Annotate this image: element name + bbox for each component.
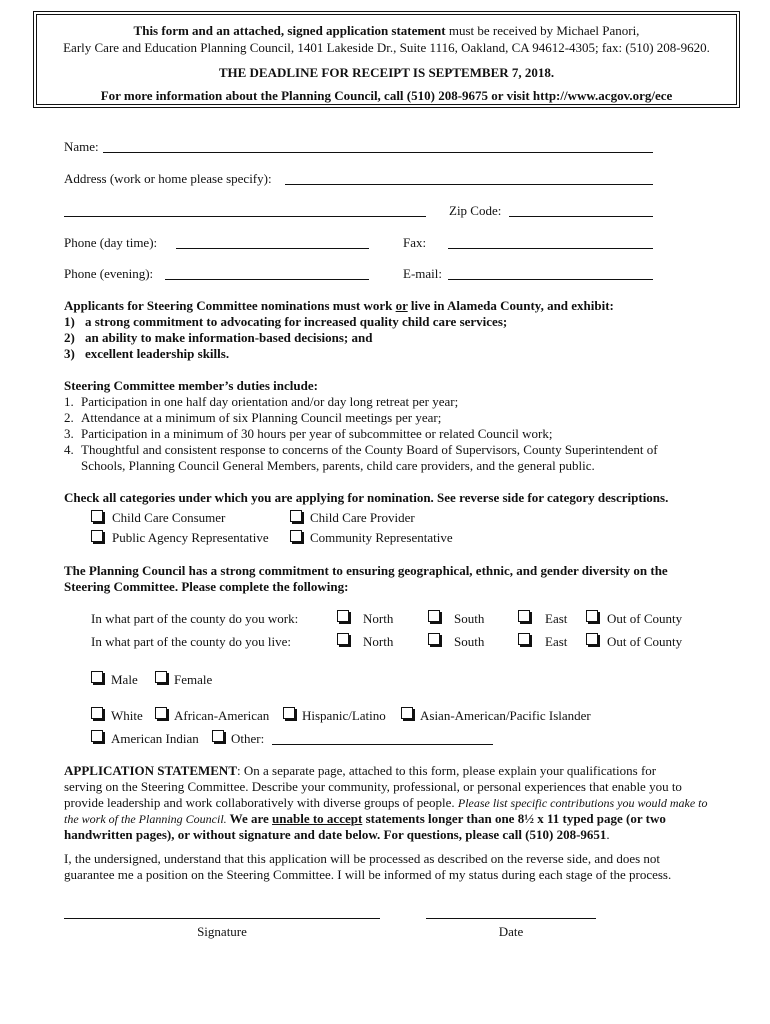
ethnicity-label: Hispanic/Latino [302, 708, 386, 723]
statement-line-4 [64, 811, 666, 827]
statement-text: : On a separate page, attached to this form, please explain your qualifications for [237, 763, 657, 778]
header-box [36, 14, 737, 105]
requirement-num: 3) [64, 346, 75, 361]
acknowledgement-line-2: guarantee me a position on the Steering Committee. I will be informed of my status during each stage of the process. [64, 867, 672, 882]
requirement-item [64, 330, 373, 346]
requirements-intro-b: live in Alameda County, and exhibit: [407, 298, 614, 313]
requirements-intro-or: or [395, 298, 408, 313]
checkbox-african-american[interactable] [155, 707, 167, 719]
info-line: For more information about the Planning Council, call (510) 208-9675 or visit http://www.acgov.org/ece [100, 88, 673, 103]
address-line-2-field[interactable] [64, 216, 426, 217]
region-label: Out of County [607, 611, 683, 626]
date-field[interactable] [426, 918, 596, 919]
ethnicity-label: Other: [231, 731, 265, 746]
date-label: Date [498, 924, 524, 939]
requirement-item [64, 314, 508, 330]
checkbox-other[interactable] [212, 730, 224, 742]
checkbox-work-north[interactable] [337, 610, 349, 622]
checkbox-live-out-of-county[interactable] [586, 633, 598, 645]
name-label: Name: [64, 139, 99, 154]
duty-text: Participation in a minimum of 30 hours per year of subcommittee or related Council work; [81, 426, 553, 441]
duty-text: Thoughtful and consistent response to concerns of the County Board of Supervisors, County Superintendent of [81, 442, 658, 457]
checkbox-child-care-provider[interactable] [290, 510, 302, 522]
duty-num: 4. [64, 442, 74, 457]
checkbox-live-north[interactable] [337, 633, 349, 645]
statement-bold: statements longer than one 8½ x 11 typed page (or two [362, 811, 666, 826]
category-label: Child Care Consumer [112, 510, 226, 525]
fax-field[interactable] [448, 248, 653, 249]
statement-label: APPLICATION STATEMENT [64, 763, 237, 778]
checkbox-community-representative[interactable] [290, 530, 302, 542]
requirements-intro-a: Applicants for Steering Committee nominations must work [64, 298, 396, 313]
statement-line-2: serving on the Steering Committee. Describe your community, professional, or personal experiences that enable you to [64, 779, 682, 794]
checkbox-live-south[interactable] [428, 633, 440, 645]
checkbox-live-east[interactable] [518, 633, 530, 645]
statement-line-1 [64, 763, 656, 779]
region-label: South [454, 611, 485, 626]
checkbox-work-south[interactable] [428, 610, 440, 622]
duties-heading: Steering Committee member’s duties include: [64, 378, 318, 393]
deadline-notice: THE DEADLINE FOR RECEIPT IS SEPTEMBER 7, 2018. [218, 65, 555, 80]
requirements-intro [64, 298, 614, 314]
checkbox-asian-american-pacific-islander[interactable] [401, 707, 413, 719]
phone-evening-field[interactable] [165, 279, 369, 280]
checkbox-white[interactable] [91, 707, 103, 719]
address-label: Address (work or home please specify): [64, 171, 272, 186]
gender-label: Male [111, 672, 138, 687]
duty-text: Participation in one half day orientation and/or day long retreat per year; [81, 394, 459, 409]
duty-num: 2. [64, 410, 74, 425]
name-field[interactable] [103, 152, 653, 153]
signature-label: Signature [197, 924, 247, 939]
statement-text: . [606, 827, 610, 842]
signature-field[interactable] [64, 918, 380, 919]
header-address: Early Care and Education Planning Council, 1401 Lakeside Dr., Suite 1116, Oakland, CA 94612-4305; fax: (510) 208-9620. [63, 40, 710, 55]
duty-num: 3. [64, 426, 74, 441]
duty-text: Attendance at a minimum of six Planning Council meetings per year; [81, 410, 442, 425]
duty-item [64, 394, 459, 410]
requirement-text: excellent leadership skills. [85, 346, 230, 361]
region-label: Out of County [607, 634, 683, 649]
phone-evening-label: Phone (evening): [64, 266, 154, 281]
duty-num: 1. [64, 394, 74, 409]
checkbox-child-care-consumer[interactable] [91, 510, 103, 522]
phone-day-label: Phone (day time): [64, 235, 158, 250]
statement-line-3 [64, 795, 708, 811]
phone-day-field[interactable] [176, 248, 369, 249]
ethnicity-label: American Indian [111, 731, 199, 746]
requirement-text: an ability to make information-based decisions; and [85, 330, 373, 345]
statement-italic: Please list specific contributions you would make to [457, 796, 708, 810]
zip-label: Zip Code: [449, 203, 502, 218]
checkbox-work-out-of-county[interactable] [586, 610, 598, 622]
checkbox-female[interactable] [155, 671, 167, 683]
checkbox-work-east[interactable] [518, 610, 530, 622]
ethnicity-label: White [111, 708, 143, 723]
ethnicity-label: African-American [174, 708, 270, 723]
checkbox-hispanic-latino[interactable] [283, 707, 295, 719]
checkbox-male[interactable] [91, 671, 103, 683]
requirement-num: 1) [64, 314, 75, 329]
duty-item [64, 410, 442, 426]
checkbox-public-agency-representative[interactable] [91, 530, 103, 542]
statement-line-5 [64, 827, 610, 843]
statement-bold-underline: unable to accept [272, 811, 363, 826]
header-line-1-rest: must be received by Michael Panori, [445, 23, 640, 38]
region-label: East [545, 611, 568, 626]
duty-item-4-continued: Schools, Planning Council General Members, parents, child care providers, and the general public. [81, 458, 595, 473]
diversity-line-1: The Planning Council has a strong commitment to ensuring geographical, ethnic, and gender diversity on the [64, 563, 668, 578]
work-region-question: In what part of the county do you work: [91, 611, 299, 626]
requirement-text: a strong commitment to advocating for increased quality child care services; [85, 314, 508, 329]
statement-italic: the work of the Planning Council. [64, 812, 227, 826]
requirement-num: 2) [64, 330, 75, 345]
header-line-1-bold: This form and an attached, signed application statement [133, 23, 446, 38]
live-region-question: In what part of the county do you live: [91, 634, 292, 649]
requirement-item [64, 346, 230, 362]
email-field[interactable] [448, 279, 653, 280]
region-label: East [545, 634, 568, 649]
statement-bold: We are [226, 811, 273, 826]
other-ethnicity-field[interactable] [272, 744, 493, 745]
category-label: Child Care Provider [310, 510, 415, 525]
acknowledgement-line-1: I, the undersigned, understand that this application will be processed as described on the reverse side, and does not [64, 851, 661, 866]
ethnicity-label: Asian-American/Pacific Islander [420, 708, 591, 723]
gender-label: Female [174, 672, 213, 687]
statement-text: provide leadership and work collaboratively with diverse groups of people. [64, 795, 458, 810]
categories-heading: Check all categories under which you are applying for nomination. See reverse side for category descriptions. [64, 490, 669, 505]
region-label: North [363, 634, 394, 649]
email-label: E-mail: [403, 266, 442, 281]
statement-bold: handwritten pages), or without signature and date below. For questions, please call (510) 208-9651 [64, 827, 607, 842]
region-label: North [363, 611, 394, 626]
duty-item [64, 442, 658, 458]
header-line-1 [37, 23, 736, 39]
category-label: Public Agency Representative [112, 530, 269, 545]
diversity-line-2: Steering Committee. Please complete the following: [64, 579, 349, 594]
region-label: South [454, 634, 485, 649]
address-field[interactable] [285, 184, 653, 185]
checkbox-american-indian[interactable] [91, 730, 103, 742]
zip-field[interactable] [509, 216, 653, 217]
fax-label: Fax: [403, 235, 427, 250]
duty-item [64, 426, 553, 442]
category-label: Community Representative [310, 530, 453, 545]
